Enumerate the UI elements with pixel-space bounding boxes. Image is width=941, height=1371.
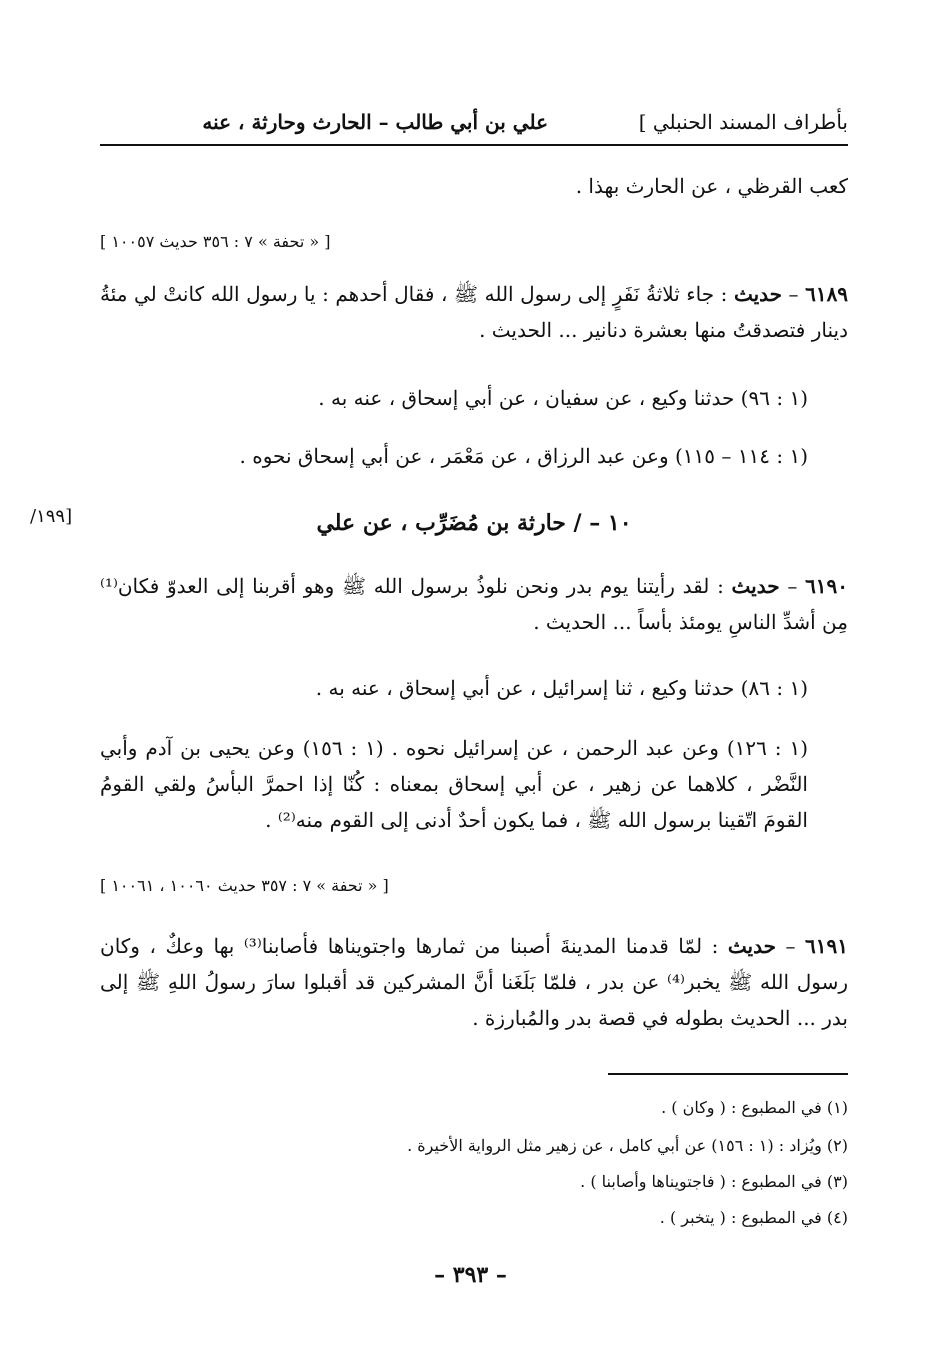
hadith-number: ٦١٩١ (805, 934, 849, 958)
header-chapter-title: علي بن أبي طالب – الحارث وحارثة ، عنه (202, 110, 548, 134)
chain-line-2: (١ : ١١٤ – ١١٥) وعن عبد الرزاق ، عن مَعْمَر ، عن أبي إسحاق نحوه . (239, 444, 808, 468)
intro-line: كعب القرظي ، عن الحارث بهذا . (575, 174, 848, 198)
hadith-keyword: حديث (731, 574, 780, 598)
tuhfa-reference-2-text: [ « تحفة » ٧ : ٣٥٧ حديث ١٠٠٦٠ ، ١٠٠٦١ ] (100, 876, 389, 895)
chain-line-1: (١ : ٩٦) حدثنا وكيع ، عن سفيان ، عن أبي إسحاق ، عنه به . (318, 386, 808, 410)
chain-line-4: (١ : ١٢٦) وعن عبد الرحمن ، عن إسرائيل نحوه . (١ : ١٥٦) وعن يحيى بن آدم وأبي النَّضْر ، كلاهما عن زهير ، عن أبي إسحاق بمعناه : كُنّا إذا احمرَّ البأسُ ولقي القومُ القومَ اتّقينا برسول الله ﷺ ، فما يكون أحدٌ أدنى إلى القوم منه⁽²⁾ . (100, 736, 809, 832)
hadith-text: : جاء ثلاثةُ نَفَرٍ إلى رسول الله ﷺ ، فقال أحدهم : يا رسول الله كانتْ لي مئةُ دينار فتصدقتُ منها بعشرة دنانير ... الحديث . (100, 282, 848, 342)
footnote-4: (٤) في المطبوع : ( يتخبر ) . (659, 1208, 848, 1227)
tuhfa-reference-1-text: [ « تحفة » ٧ : ٣٥٦ حديث ١٠٠٥٧ ] (100, 232, 331, 251)
hadith-text: : لقد رأيتنا يوم بدر ونحن نلوذُ برسول الله ﷺ وهو أقربنا إلى العدوّ فكان⁽¹⁾ مِن أشدِّ الناسِ يومئذ بأساً ... الحديث . (100, 574, 848, 634)
tuhfa-reference-2 (100, 876, 848, 895)
footnote-3: (٣) في المطبوع : ( فاجتويناها وأصابنا ) . (580, 1172, 848, 1191)
page-number: – ٣٩٣ – (434, 1262, 507, 1288)
hadith-6189: ٦١٨٩ – حديث : جاء ثلاثةُ نَفَرٍ إلى رسول الله ﷺ ، فقال أحدهم : يا رسول الله كانتْ لي مئةُ دينار فتصدقتُ منها بعشرة دنانير ... الحديث . (100, 282, 849, 342)
hadith-6190: ٦١٩٠ – حديث : لقد رأيتنا يوم بدر ونحن نلوذُ برسول الله ﷺ وهو أقربنا إلى العدوّ فكان⁽¹⁾ مِن أشدِّ الناسِ يومئذ بأساً ... الحديث . (100, 574, 849, 634)
tuhfa-reference-1 (100, 232, 848, 251)
hadith-number: ٦١٩٠ (805, 574, 849, 598)
hadith-keyword: حديث (733, 282, 783, 306)
chain-line-3: (١ : ٨٦) حدثنا وكيع ، ثنا إسرائيل ، عن أبي إسحاق ، عنه به . (315, 676, 808, 700)
hadith-6191: ٦١٩١ – حديث : لمّا قدمنا المدينةَ أصبنا من ثمارها واجتويناها فأصابنا⁽³⁾ بها وعكٌ ، وكان رسول الله ﷺ يخبر⁽⁴⁾ عن بدر ، فلمّا بَلَغَنا أنَّ المشركين قد أقبلوا سارَ رسولُ اللهِ ﷺ إلى بدر ... الحديث بطوله في قصة بدر والمُبارزة . (100, 934, 849, 1030)
running-header (100, 110, 848, 146)
hadith-text: : لمّا قدمنا المدينةَ أصبنا من ثمارها واجتويناها فأصابنا⁽³⁾ بها وعكٌ ، وكان رسول الله ﷺ يخبر⁽⁴⁾ عن بدر ، فلمّا بَلَغَنا أنَّ المشركين قد أقبلوا سارَ رسولُ اللهِ ﷺ إلى بدر ... الحديث بطوله في قصة بدر والمُبارزة . (100, 934, 848, 1030)
section-heading: ١٠ – / حارثة بن مُضَرِّب ، عن علي (316, 510, 632, 536)
footnote-2: (٢) ويُزاد : (١ : ١٥٦) عن أبي كامل ، عن زهير مثل الرواية الأخيرة . (407, 1136, 848, 1155)
margin-page-marker: [١٩٩/ (30, 506, 73, 527)
header-book-title: بأطراف المسند الحنبلي ] (638, 110, 848, 134)
book-page (100, 0, 848, 1371)
hadith-keyword: حديث (727, 934, 776, 958)
hadith-number: ٦١٨٩ (805, 282, 849, 306)
footnote-divider (608, 1073, 848, 1075)
footnote-1: (١) في المطبوع : ( وكان ) . (661, 1098, 848, 1117)
